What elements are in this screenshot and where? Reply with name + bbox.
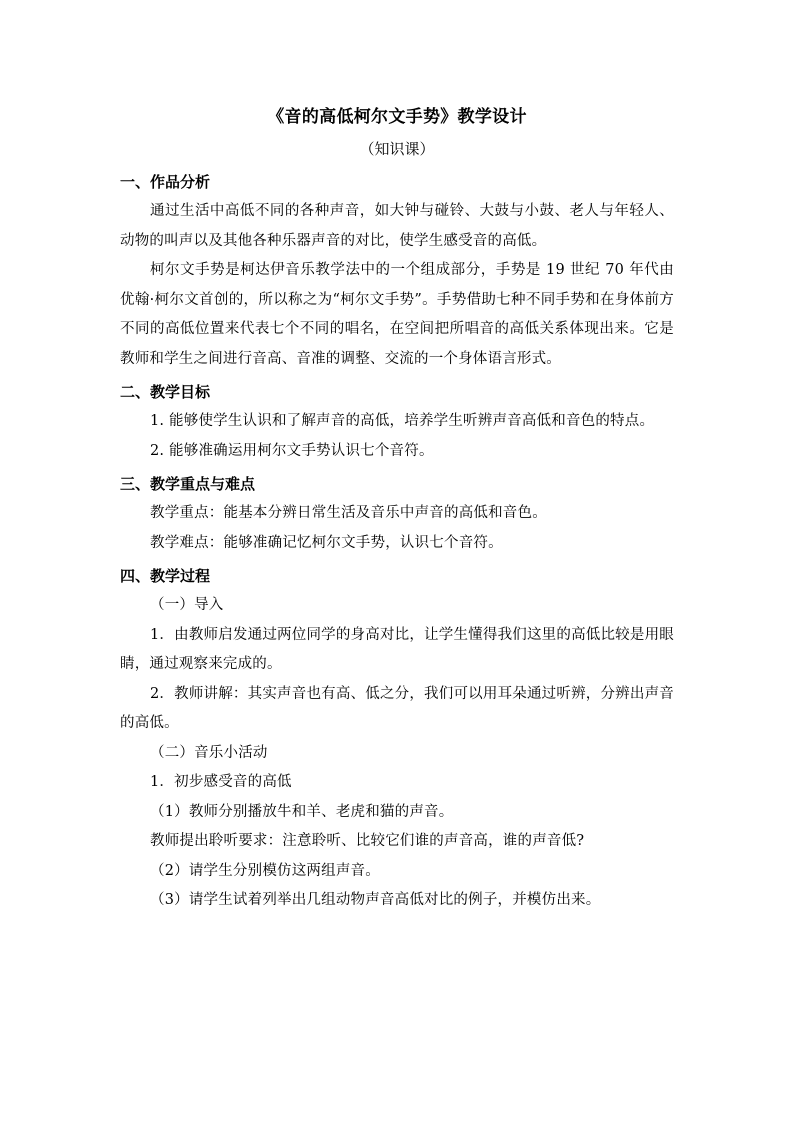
paragraph: 教学难点：能够准确记忆柯尔文手势，认识七个音符。: [150, 534, 503, 551]
section-heading-analysis: 一、作品分析: [120, 173, 211, 191]
paragraph: 1．初步感受音的高低: [150, 774, 292, 790]
subheading: （二）音乐小活动: [150, 744, 268, 761]
paragraph: 1．由教师启发通过两位同学的身高对比，让学生懂得我们这里的高低比较是用眼睛，通过观察来完成的。: [120, 626, 674, 672]
paragraph: 2．教师讲解：其实声音也有高、低之分，我们可以用耳朵通过听辨，分辨出声音的高低。: [120, 685, 674, 731]
section-heading-key-points: 三、教学重点与难点: [120, 475, 256, 493]
paragraph: （1）教师分别播放牛和羊、老虎和猫的声音。: [150, 803, 454, 820]
paragraph: 教学重点：能基本分辨日常生活及音乐中声音的高低和音色。: [150, 505, 547, 521]
paragraph: 柯尔文手势是柯达伊音乐教学法中的一个组成部分，手势是 19 世纪 70 年代由优翰·柯尔文首创的，所以称之为“柯尔文手势”。手势借助七种不同手势和在身体前方不同的高低位置来代表七个不同的唱名，在空间把所唱音的高低关系体现出来。它是教师和学生之间进行音高、音准的调整、交流的一个身体语言形式。: [120, 262, 674, 367]
document-subtitle: （知识课）: [359, 140, 435, 158]
document-body: [120, 103, 674, 916]
subheading: （一）导入: [150, 597, 224, 613]
paragraph: 2. 能够准确运用柯尔文手势认识七个音符。: [150, 442, 434, 459]
paragraph: 1. 能够使学生认识和了解声音的高低，培养学生听辨声音高低和音色的特点。: [150, 413, 655, 429]
section-heading-goals: 二、教学目标: [120, 383, 211, 401]
section-heading-process: 四、教学过程: [120, 567, 211, 585]
document-title: 《音的高低柯尔文手势》教学设计: [267, 107, 527, 127]
paragraph: （3）请学生试着列举出几组动物声音高低对比的例子，并模仿出来。: [150, 892, 601, 908]
paragraph: （2）请学生分别模仿这两组声音。: [150, 862, 380, 879]
paragraph: 通过生活中高低不同的各种声音，如大钟与碰铃、大鼓与小鼓、老人与年轻人、动物的叫声以及其他各种乐器声音的对比，使学生感受音的高低。: [120, 203, 674, 249]
paragraph: 教师提出聆听要求：注意聆听、比较它们谁的声音高，谁的声音低?: [150, 833, 585, 849]
